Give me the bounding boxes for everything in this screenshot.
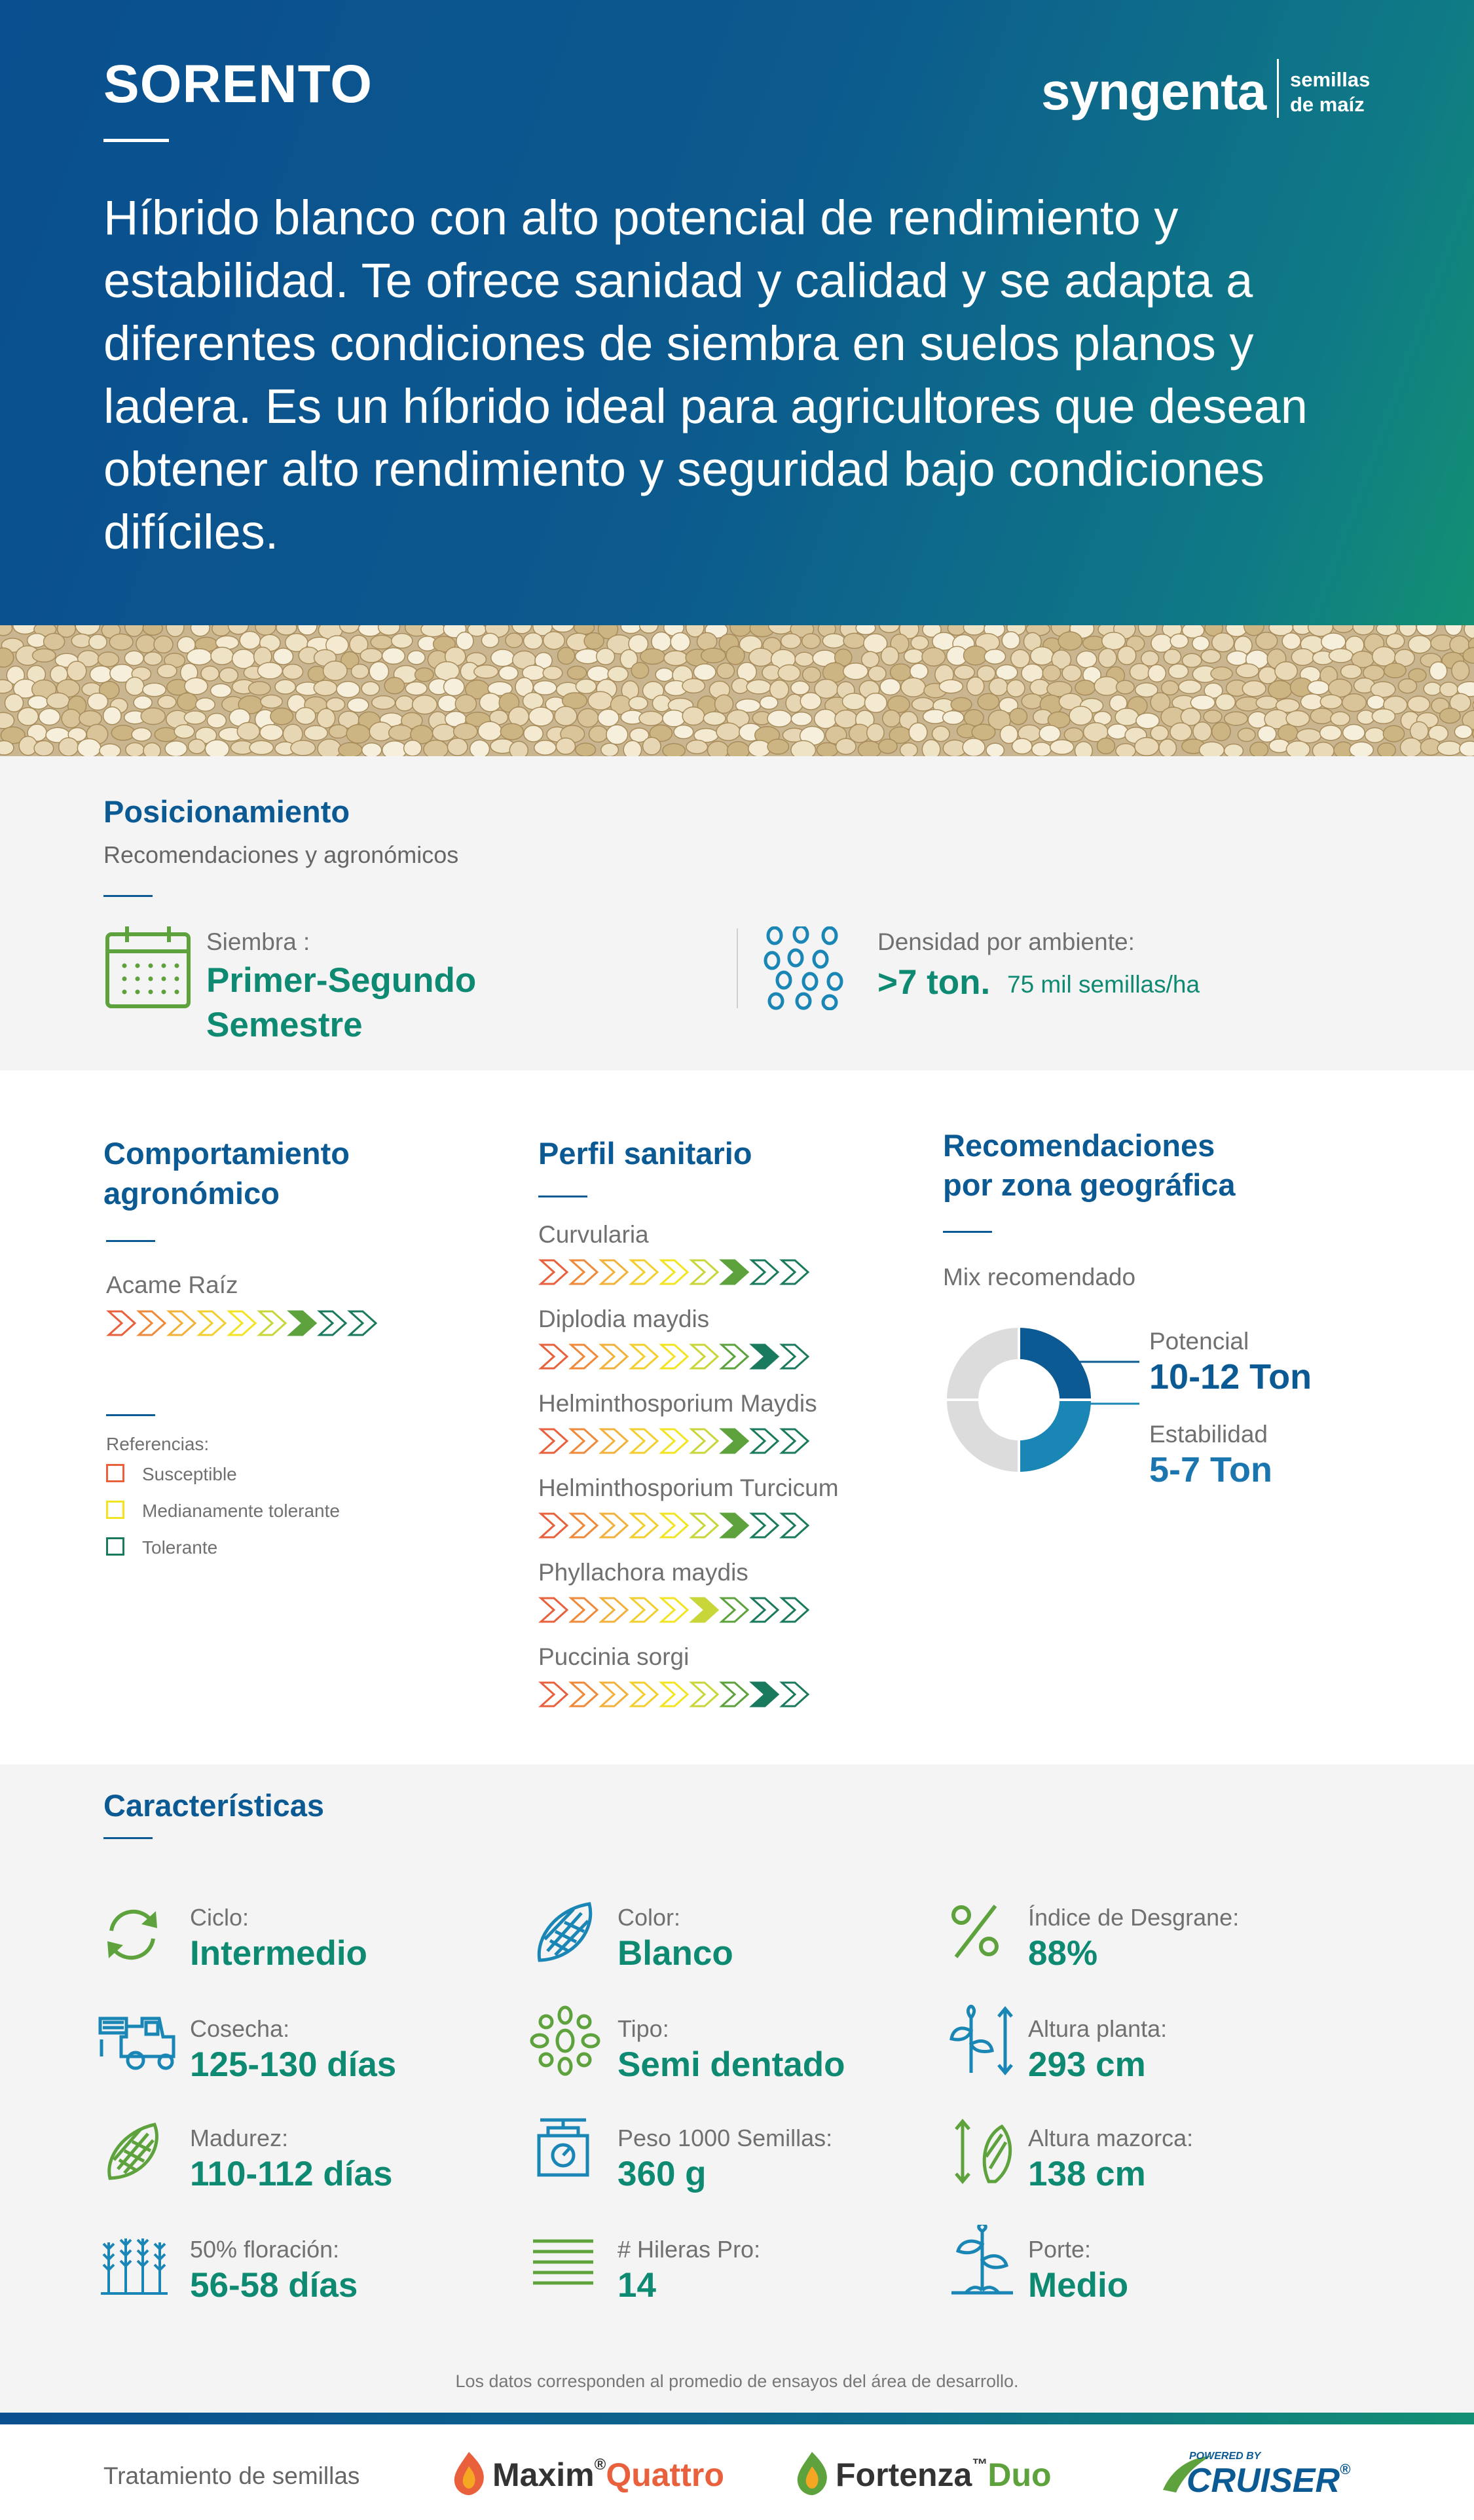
rating-chevron bbox=[631, 1683, 657, 1706]
rating-chevron bbox=[601, 1429, 627, 1453]
corn-cob-value: 110-112 días bbox=[190, 2155, 393, 2193]
scale-icon bbox=[534, 2116, 593, 2179]
rating-chevron bbox=[571, 1683, 597, 1706]
corn-color-icon bbox=[530, 1897, 599, 1966]
seed-flower-value: Semi dentado bbox=[617, 2045, 845, 2084]
siembra-label: Siembra : bbox=[206, 928, 310, 955]
densidad-value: >7 ton. bbox=[877, 963, 991, 1002]
rating-chevron bbox=[782, 1514, 808, 1537]
scale-value: 360 g bbox=[617, 2155, 707, 2193]
acame-raiz-rating bbox=[106, 1309, 381, 1338]
ref-tolerante-label: Tolerante bbox=[142, 1537, 218, 1558]
rating-chevron bbox=[601, 1598, 627, 1622]
intro-paragraph: Híbrido blanco con alto potencial de rendimiento y estabilidad. Te ofrece sanidad y calidad y se adapta a diferentes condiciones de siembra en suelos planos y ladera. Es un híbrido ideal para agricultores que desean obtener alto rendimiento y seguridad bajo condiciones difíciles. bbox=[103, 191, 1308, 559]
rating-chevron bbox=[722, 1429, 748, 1453]
plant-value: Medio bbox=[1028, 2266, 1129, 2305]
rating-chevron bbox=[661, 1598, 688, 1622]
seed-flower-icon bbox=[529, 2005, 601, 2077]
logo-sub-line-1: semillas bbox=[1290, 68, 1371, 91]
cob-height-icon bbox=[949, 2116, 1022, 2188]
rating-chevron bbox=[229, 1311, 255, 1335]
rating-chevron bbox=[109, 1311, 135, 1335]
recomendaciones-title-line-1: Recomendaciones bbox=[943, 1128, 1215, 1163]
maxim-quattro-logo bbox=[451, 2451, 724, 2496]
perfil-item-rating bbox=[538, 1258, 813, 1287]
rating-chevron bbox=[752, 1598, 778, 1622]
seed-flower-label: Tipo: bbox=[617, 2015, 669, 2042]
caracteristicas-title: Características bbox=[103, 1788, 325, 1823]
rating-chevron bbox=[199, 1311, 225, 1335]
mix-label: Mix recomendado bbox=[943, 1264, 1136, 1290]
perfil-item-rating bbox=[538, 1511, 813, 1540]
perfil-item-label: Puccinia sorgi bbox=[538, 1643, 690, 1670]
posicionamiento-rule bbox=[103, 895, 153, 897]
plant-height-icon bbox=[946, 2005, 1018, 2077]
rating-chevron bbox=[691, 1345, 718, 1368]
rating-chevron bbox=[782, 1429, 808, 1453]
potencial-value: 10-12 Ton bbox=[1149, 1357, 1312, 1397]
rating-chevron bbox=[631, 1598, 657, 1622]
ref-susceptible-swatch bbox=[106, 1464, 124, 1482]
rows-icon bbox=[530, 2236, 596, 2288]
caracteristicas-rule bbox=[103, 1837, 153, 1839]
rating-chevron bbox=[691, 1514, 718, 1537]
densidad-label: Densidad por ambiente: bbox=[877, 928, 1135, 955]
harvester-label: Cosecha: bbox=[190, 2015, 290, 2042]
cruiser-name: CRUISER bbox=[1187, 2462, 1340, 2500]
cycle-label: Ciclo: bbox=[190, 1904, 249, 1931]
rating-chevron bbox=[289, 1311, 316, 1335]
rating-chevron bbox=[722, 1514, 748, 1537]
rating-chevron bbox=[691, 1598, 718, 1622]
maxim-flame-icon bbox=[451, 2451, 487, 2496]
cycle-icon bbox=[100, 1902, 165, 1967]
perfil-item-label: Phyllachora maydis bbox=[538, 1559, 748, 1586]
seeds-icon bbox=[763, 926, 845, 1010]
corn-cob-label: Madurez: bbox=[190, 2125, 289, 2151]
rating-chevron bbox=[722, 1260, 748, 1284]
rating-chevron bbox=[661, 1514, 688, 1537]
rating-chevron bbox=[169, 1311, 195, 1335]
rating-chevron bbox=[541, 1260, 567, 1284]
posicionamiento-title: Posicionamiento bbox=[103, 794, 350, 829]
rating-chevron bbox=[782, 1260, 808, 1284]
comportamiento-title-line-2: agronómico bbox=[103, 1176, 280, 1211]
rating-chevron bbox=[661, 1429, 688, 1453]
rating-chevron bbox=[752, 1345, 778, 1368]
rows-label: # Hileras Pro: bbox=[617, 2236, 761, 2263]
estabilidad-label: Estabilidad bbox=[1149, 1421, 1268, 1448]
footer-bar bbox=[0, 2413, 1474, 2424]
perfil-item-label: Diplodia maydis bbox=[538, 1306, 710, 1332]
plant-icon bbox=[946, 2225, 1018, 2300]
rating-chevron bbox=[571, 1429, 597, 1453]
rating-chevron bbox=[722, 1345, 748, 1368]
percent-value: 88% bbox=[1028, 1934, 1098, 1973]
corn-color-label: Color: bbox=[617, 1904, 681, 1931]
rating-chevron bbox=[571, 1345, 597, 1368]
rating-chevron bbox=[752, 1514, 778, 1537]
caracteristicas-section bbox=[0, 1764, 1474, 2413]
perfil-item-rating bbox=[538, 1342, 813, 1371]
densidad-detail: 75 mil semillas/ha bbox=[1007, 971, 1200, 998]
syngenta-logo bbox=[1041, 59, 1375, 131]
rating-chevron bbox=[782, 1345, 808, 1368]
siembra-value-line-1: Primer-Segundo bbox=[206, 961, 477, 1000]
harvester-value: 125-130 días bbox=[190, 2045, 397, 2084]
perfil-rule bbox=[538, 1196, 587, 1197]
plant-height-value: 293 cm bbox=[1028, 2045, 1146, 2084]
acame-raiz-label: Acame Raíz bbox=[106, 1271, 238, 1298]
rating-chevron bbox=[752, 1260, 778, 1284]
rating-chevron bbox=[601, 1345, 627, 1368]
corn-color-value: Blanco bbox=[617, 1934, 733, 1973]
rating-chevron bbox=[320, 1311, 346, 1335]
rating-chevron bbox=[541, 1345, 567, 1368]
logo-sub-line-2: de maíz bbox=[1290, 93, 1365, 116]
plant-height-label: Altura planta: bbox=[1028, 2015, 1168, 2042]
potencial-label: Potencial bbox=[1149, 1328, 1249, 1355]
wheat-field-label: 50% floración: bbox=[190, 2236, 340, 2263]
footnote: Los datos corresponden al promedio de ensayos del área de desarrollo. bbox=[455, 2371, 1019, 2391]
perfil-item-rating bbox=[538, 1680, 813, 1709]
cruiser-top-text: POWERED BY bbox=[1189, 2451, 1261, 2462]
perfil-item-label: Helminthosporium Turcicum bbox=[538, 1474, 839, 1501]
maxim-sup: ® bbox=[594, 2456, 606, 2474]
rating-chevron bbox=[350, 1311, 376, 1335]
cob-height-value: 138 cm bbox=[1028, 2155, 1146, 2193]
rating-chevron bbox=[139, 1311, 165, 1335]
ref-medianamente-label: Medianamente tolerante bbox=[142, 1501, 340, 1521]
calendar-icon bbox=[105, 925, 191, 1010]
wheat-field-value: 56-58 días bbox=[190, 2266, 358, 2305]
perfil-item-rating bbox=[538, 1596, 813, 1624]
logo-divider bbox=[1277, 59, 1279, 118]
corn-kernels-image bbox=[0, 625, 1474, 756]
ref-medianamente-swatch bbox=[106, 1501, 124, 1519]
rating-chevron bbox=[782, 1683, 808, 1706]
rating-chevron bbox=[752, 1429, 778, 1453]
logo-wordmark: syngenta bbox=[1041, 62, 1266, 120]
referencias-title: Referencias: bbox=[106, 1434, 210, 1454]
rows-value: 14 bbox=[617, 2266, 656, 2305]
fortenza-leaf-icon bbox=[794, 2451, 830, 2496]
rating-chevron bbox=[541, 1683, 567, 1706]
rating-chevron bbox=[691, 1429, 718, 1453]
referencias-rule bbox=[106, 1414, 155, 1416]
siembra-value-line-2: Semestre bbox=[206, 1006, 363, 1044]
rating-chevron bbox=[691, 1260, 718, 1284]
rating-chevron bbox=[541, 1598, 567, 1622]
rating-chevron bbox=[601, 1683, 627, 1706]
rating-chevron bbox=[571, 1260, 597, 1284]
rating-chevron bbox=[601, 1514, 627, 1537]
fortenza-sup: ™ bbox=[972, 2456, 988, 2474]
wheat-field-icon bbox=[98, 2229, 170, 2301]
scale-label: Peso 1000 Semillas: bbox=[617, 2125, 833, 2151]
perfil-item-label: Helminthosporium Maydis bbox=[538, 1390, 817, 1417]
rating-chevron bbox=[631, 1345, 657, 1368]
maxim-suffix: Quattro bbox=[606, 2456, 724, 2493]
cruiser-sup: ® bbox=[1340, 2461, 1351, 2477]
rating-chevron bbox=[722, 1683, 748, 1706]
recomendaciones-title-line-2: por zona geográfica bbox=[943, 1167, 1236, 1202]
rating-chevron bbox=[631, 1429, 657, 1453]
perfil-title: Perfil sanitario bbox=[538, 1136, 752, 1171]
perfil-item-rating bbox=[538, 1427, 813, 1455]
rating-chevron bbox=[541, 1429, 567, 1453]
comportamiento-title-line-1: Comportamiento bbox=[103, 1136, 350, 1171]
perfil-item-label: Curvularia bbox=[538, 1221, 649, 1248]
title-underline bbox=[103, 139, 169, 142]
posicionamiento-subtitle: Recomendaciones y agronómicos bbox=[103, 841, 459, 868]
estabilidad-value: 5-7 Ton bbox=[1149, 1450, 1272, 1489]
footer bbox=[0, 2424, 1474, 2520]
rating-chevron bbox=[541, 1514, 567, 1537]
fortenza-suffix: Duo bbox=[987, 2456, 1052, 2493]
rating-chevron bbox=[691, 1683, 718, 1706]
cruiser-logo bbox=[1160, 2451, 1357, 2500]
plant-label: Porte: bbox=[1028, 2236, 1092, 2263]
rating-chevron bbox=[661, 1683, 688, 1706]
ref-susceptible-label: Susceptible bbox=[142, 1464, 237, 1484]
cycle-value: Intermedio bbox=[190, 1934, 367, 1973]
header-banner bbox=[0, 0, 1474, 625]
rating-chevron bbox=[631, 1514, 657, 1537]
rating-chevron bbox=[661, 1260, 688, 1284]
cob-height-label: Altura mazorca: bbox=[1028, 2125, 1194, 2151]
percent-label: Índice de Desgrane: bbox=[1028, 1904, 1240, 1931]
rating-chevron bbox=[782, 1598, 808, 1622]
percent-icon bbox=[949, 1902, 1002, 1961]
comportamiento-rule bbox=[106, 1240, 155, 1242]
fortenza-name: Fortenza bbox=[836, 2456, 972, 2493]
rating-chevron bbox=[259, 1311, 286, 1335]
ref-tolerante-swatch bbox=[106, 1537, 124, 1556]
corn-cob-icon bbox=[98, 2118, 170, 2190]
rating-chevron bbox=[631, 1260, 657, 1284]
posicionamiento-divider bbox=[737, 928, 738, 1008]
rating-chevron bbox=[752, 1683, 778, 1706]
harvester-icon bbox=[95, 2013, 180, 2072]
product-title: SORENTO bbox=[103, 54, 373, 114]
fortenza-duo-logo bbox=[794, 2451, 1069, 2496]
rating-chevron bbox=[722, 1598, 748, 1622]
recomendaciones-rule bbox=[943, 1231, 992, 1233]
tratamiento-label: Tratamiento de semillas bbox=[103, 2462, 360, 2489]
rating-chevron bbox=[601, 1260, 627, 1284]
rating-chevron bbox=[661, 1345, 688, 1368]
rating-chevron bbox=[571, 1598, 597, 1622]
maxim-name: Maxim bbox=[492, 2456, 595, 2493]
rating-chevron bbox=[571, 1514, 597, 1537]
